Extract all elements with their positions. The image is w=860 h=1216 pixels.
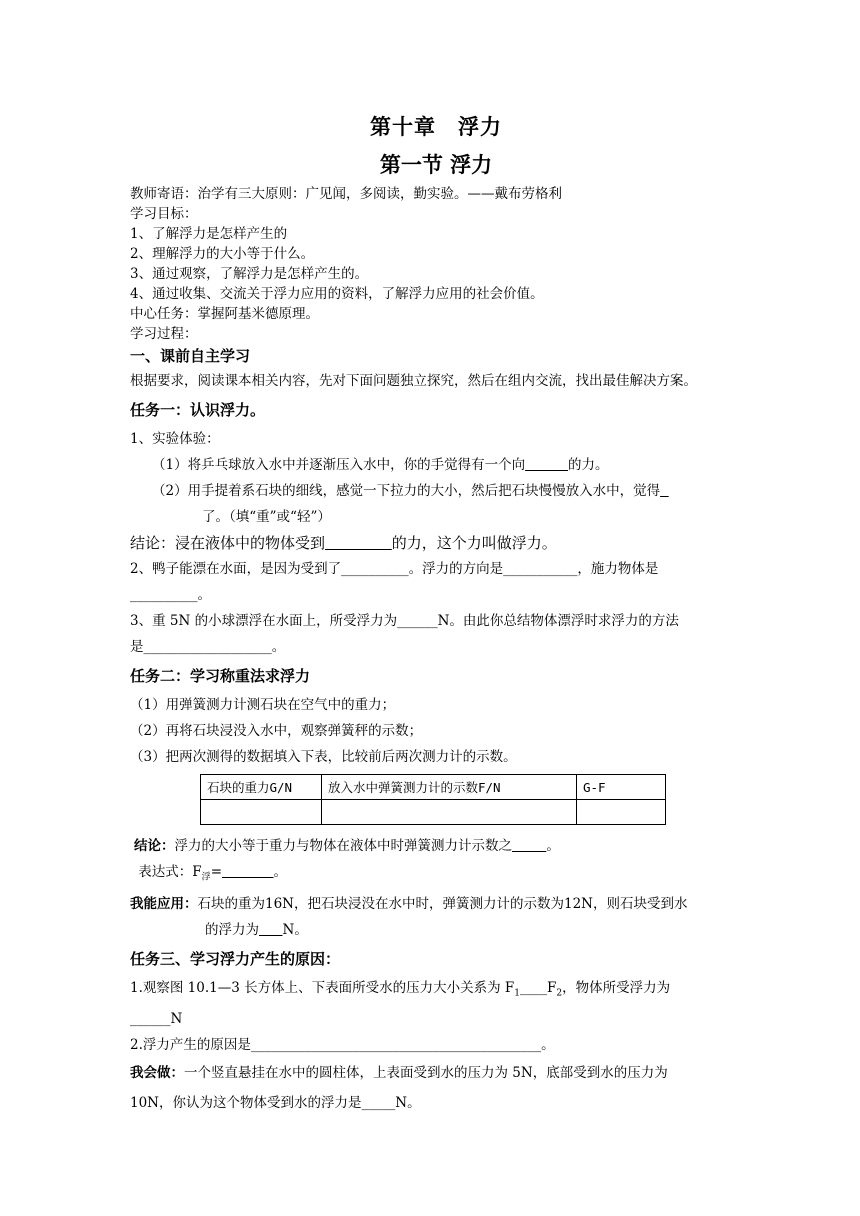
task3-question-1 [130,975,742,1007]
answer-blank[interactable] [222,864,274,880]
text: 1.观察图 10.1—3 长方体上、下表面所受水的压力大小关系为 F [130,979,515,996]
text: 。 [271,639,286,655]
table-header-row [201,775,666,800]
text: 是 [130,639,144,655]
question-3 [130,608,742,634]
text: 一个竖直悬挂在水中的圆柱体，上表面受到水的压力为 5N，底部受到水的压力为 [184,1065,668,1082]
text: 。 [197,587,211,603]
goal-item: 1、了解浮力是怎样产生的 [130,226,288,242]
answer-blank[interactable]: __________ [341,561,409,577]
answer-blank[interactable]: ___________________ [143,639,272,655]
task1-title: 任务一：认识浮力。 [130,401,266,419]
table-cell-input[interactable] [577,800,666,825]
section-heading: 一、课前自主学习 [130,347,251,365]
answer-blank[interactable]: _____ [361,1095,396,1112]
text: N。 [282,921,308,938]
answer-blank[interactable]: ______ [397,613,438,629]
text: 。浮力的方向是 [408,561,504,577]
task3-title: 任务三、学习浮力产生的原因： [130,949,341,968]
task2-title: 任务二：学习称重法求浮力 [130,667,311,685]
data-table [200,774,666,825]
conclusion-1 [130,530,742,556]
text: 表达式：F [138,864,202,880]
answer-blank[interactable]: ____ [520,979,548,996]
table-cell-input[interactable] [322,800,577,825]
apply-question-cont [130,917,742,943]
question-2-cont [130,582,742,608]
label: 我会做： [130,1065,184,1082]
text: ，物体所受浮力为 [562,979,671,996]
text: 结论：浸在液体中的物体受到 [130,534,326,552]
do-question-cont [130,1088,742,1118]
subscript: 2 [556,988,563,999]
text: 的力，这个力叫做浮力。 [391,534,557,552]
teacher-words: 教师寄语：治学有三大原则：广见闻，多阅读，勤实验。——戴布劳格利 [130,186,562,202]
answer-blank[interactable] [512,838,546,854]
section-intro: 根据要求，阅读课本相关内容，先对下面问题独立探究，然后在组内交流，找出最佳解决方案。 [130,373,697,389]
subscript: 浮 [201,872,211,883]
text: 10N，你认为这个物体受到水的浮力是 [130,1095,362,1112]
answer-blank[interactable]: ___________________________________________ [250,1037,542,1054]
document-content [130,112,742,1118]
text: （2）用手提着系石块的细线，感觉一下拉力的大小，然后把石块慢慢放入水中，觉得 [152,483,661,499]
text: ，施力物体是 [577,561,659,577]
text: 2、鸭子能漂在水面，是因为受到了 [130,561,342,577]
text: 的浮力为 [205,921,259,938]
apply-question [130,891,742,917]
answer-blank[interactable]: __________ [130,587,198,603]
answer-blank[interactable] [259,922,283,938]
experiment-item-1 [130,452,742,478]
goals-heading: 学习目标： [130,206,198,222]
do-question [130,1058,742,1088]
subscript: 1 [514,988,521,999]
experiment-heading: 1、实验体验： [130,431,220,447]
task3-question-2 [130,1032,742,1058]
step-2: （2）再将石块浸没入水中，观察弹簧秤的示数； [130,723,423,739]
table-header: G-F [577,775,666,800]
text: （1）将乒乓球放入水中并逐渐压入水中，你的手觉得有一个向 [152,457,526,473]
experiment-item-2 [130,478,742,504]
label: 我能应用： [130,895,198,912]
text: F [547,979,557,996]
step-1: （1）用弹簧测力计测石块在空气中的重力； [130,697,396,713]
section-title: 第一节 浮力 [379,152,493,177]
answer-blank[interactable]: ___________ [503,561,578,577]
experiment-item-2-cont: 了。（填“重”或“轻”） [202,509,331,525]
text: 的力。 [568,457,609,473]
table-cell-input[interactable] [201,800,322,825]
text: 2.浮力产生的原因是 [130,1037,251,1054]
text: 石块的重为16N，把石块浸没在水中时，弹簧测力计的示数为12N，则石块受到水 [197,895,688,912]
expression [130,859,742,891]
text: 。 [273,864,287,880]
text: 。 [541,1037,555,1054]
goal-item: 3、通过观察，了解浮力是怎样产生的。 [130,266,369,282]
answer-blank[interactable]: ______ [130,1011,171,1028]
label: 结论： [134,838,175,854]
question-2 [130,556,742,582]
text: = [210,864,222,880]
table-header: 石块的重力G/N [201,775,322,800]
table-row [201,800,666,825]
goal-item: 2、理解浮力的大小等于什么。 [130,246,315,262]
text: N。 [395,1095,421,1112]
chapter-title: 第十章 浮力 [370,114,502,139]
step-3: （3）把两次测得的数据填入下表，比较前后两次测力计的示数。 [130,749,517,765]
text: 3、重 5N 的小球漂浮在水面上，所受浮力为 [130,613,398,629]
text: N。由此你总结物体漂浮时求浮力的方法 [437,613,679,629]
text: 。 [546,838,560,854]
center-task: 中心任务：掌握阿基米德原理。 [130,306,319,322]
question-3-cont [130,634,742,660]
conclusion-2 [130,833,742,859]
text: 浮力的大小等于重力与物体在液体中时弹簧测力计示数之 [174,838,512,854]
text: N [170,1011,183,1028]
answer-blank[interactable] [525,457,568,473]
task3-question-1-cont [130,1006,742,1032]
process-heading: 学习过程： [130,326,198,342]
goal-item: 4、通过收集、交流关于浮力应用的资料，了解浮力应用的社会价值。 [130,286,544,302]
table-header: 放入水中弹簧测力计的示数F/N [322,775,577,800]
answer-blank[interactable] [325,534,392,552]
answer-blank[interactable] [660,483,669,499]
